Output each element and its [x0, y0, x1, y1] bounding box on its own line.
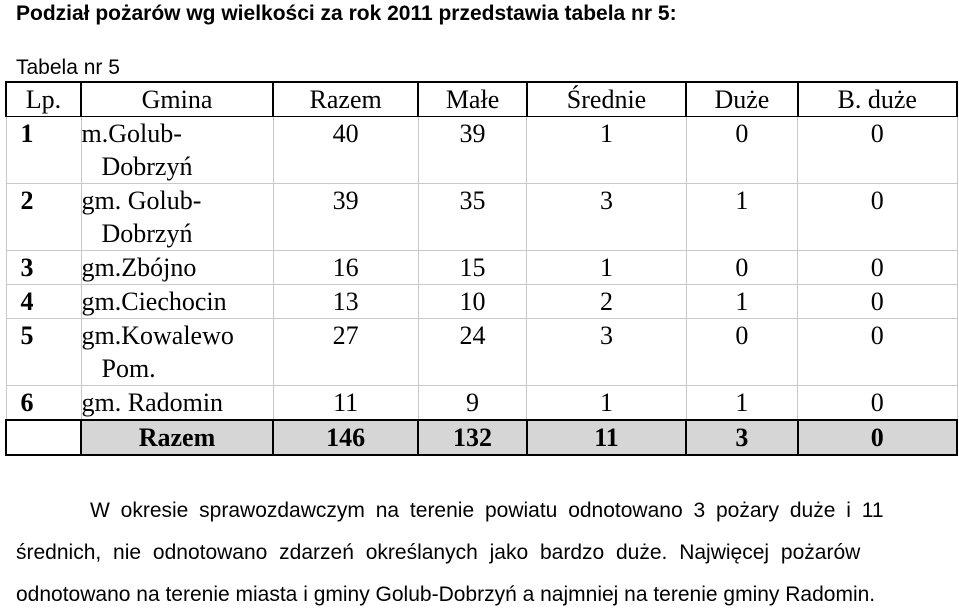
cell-srednie: 1 [527, 117, 686, 184]
header-lp: Lp. [6, 82, 81, 117]
table-caption: Tabela nr 5 [16, 56, 120, 79]
cell-razem: 40 [273, 117, 418, 184]
table-total-row [6, 420, 957, 455]
cell-lp: 1 [6, 117, 81, 184]
header-srednie: Średnie [527, 82, 686, 117]
cell-bduze: 0 [798, 117, 957, 184]
cell-lp: 2 [6, 184, 81, 251]
header-male: Małe [418, 82, 527, 117]
cell-male: 10 [418, 285, 527, 319]
gmina-line-1: gm. Radomin [81, 388, 224, 417]
cell-srednie: 2 [527, 285, 686, 319]
paragraph-line-2: średnich, nie odnotowano zdarzeń określanych jako bardzo duże. Najwięcej pożarów [16, 541, 861, 564]
cell-lp: 5 [6, 319, 81, 386]
total-duze: 3 [686, 420, 797, 455]
cell-duze: 0 [686, 251, 797, 285]
cell-razem: 13 [273, 285, 418, 319]
cell-srednie: 1 [527, 251, 686, 285]
paragraph-line-3: odnotowano na terenie miasta i gminy Golub-Dobrzyń a najmniej na terenie gminy Radomin. [16, 583, 876, 606]
cell-bduze: 0 [798, 386, 957, 421]
total-bduze: 0 [798, 420, 957, 455]
cell-bduze: 0 [798, 285, 957, 319]
cell-duze: 1 [686, 184, 797, 251]
cell-srednie: 3 [527, 184, 686, 251]
gmina-line-1: gm.Zbójno [81, 253, 197, 282]
total-blank-cell [6, 420, 81, 455]
table-header-row [6, 82, 957, 117]
cell-bduze: 0 [798, 251, 957, 285]
gmina-line-1: gm.Ciechocin [81, 287, 227, 316]
cell-male: 15 [418, 251, 527, 285]
cell-razem: 16 [273, 251, 418, 285]
cell-gmina [81, 251, 273, 285]
gmina-line-1: gm. Golub- [81, 186, 202, 215]
cell-srednie: 1 [527, 386, 686, 421]
header-gmina: Gmina [81, 82, 273, 117]
table-row [6, 251, 957, 285]
cell-gmina [81, 184, 273, 251]
cell-gmina [81, 386, 273, 421]
cell-gmina [81, 117, 273, 184]
table-row [6, 319, 957, 386]
total-label: Razem [81, 420, 273, 455]
gmina-line-1: m.Golub- [81, 119, 182, 148]
cell-duze: 0 [686, 117, 797, 184]
gmina-line-2: Dobrzyń [101, 219, 193, 248]
cell-gmina [81, 285, 273, 319]
gmina-line-1: gm.Kowalewo [81, 321, 234, 350]
cell-male: 9 [418, 386, 527, 421]
paragraph-line-1: W okresie sprawozdawczym na terenie powiatu odnotowano 3 pożary duże i 11 [90, 499, 884, 522]
header-duze: Duże [686, 82, 797, 117]
total-razem: 146 [273, 420, 418, 455]
total-male: 132 [418, 420, 527, 455]
cell-male: 24 [418, 319, 527, 386]
cell-duze: 1 [686, 386, 797, 421]
cell-duze: 1 [686, 285, 797, 319]
cell-srednie: 3 [527, 319, 686, 386]
fires-table [5, 81, 958, 456]
table-row [6, 386, 957, 421]
header-bduze: B. duże [798, 82, 957, 117]
cell-gmina [81, 319, 273, 386]
cell-lp: 3 [6, 251, 81, 285]
cell-male: 39 [418, 117, 527, 184]
section-heading: Podział pożarów wg wielkości za rok 2011 przedstawia tabela nr 5: [16, 2, 677, 25]
table-row [6, 285, 957, 319]
cell-bduze: 0 [798, 319, 957, 386]
cell-lp: 6 [6, 386, 81, 421]
cell-lp: 4 [6, 285, 81, 319]
cell-bduze: 0 [798, 184, 957, 251]
cell-razem: 11 [273, 386, 418, 421]
cell-razem: 39 [273, 184, 418, 251]
header-razem: Razem [273, 82, 418, 117]
gmina-line-2: Dobrzyń [101, 152, 193, 181]
cell-duze: 0 [686, 319, 797, 386]
cell-male: 35 [418, 184, 527, 251]
table-row [6, 117, 957, 184]
total-srednie: 11 [527, 420, 686, 455]
cell-razem: 27 [273, 319, 418, 386]
table-row [6, 184, 957, 251]
gmina-line-2: Pom. [101, 354, 156, 383]
